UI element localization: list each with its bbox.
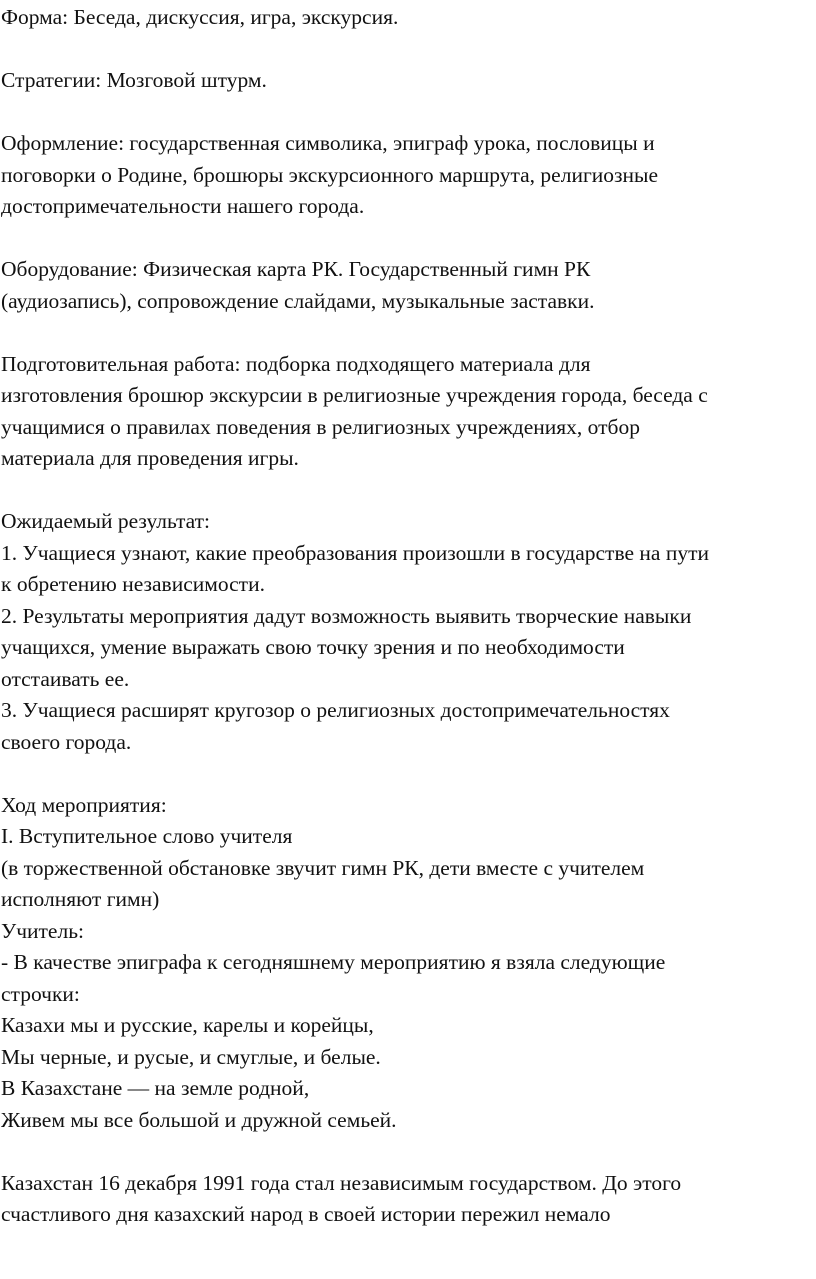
text-line: 1. Учащиеся узнают, какие преобразования произошли в государстве на пути xyxy=(1,540,709,565)
text-line: Стратегии: Мозговой штурм. xyxy=(1,68,267,92)
text-line: Оформление: государственная символика, эпиграф урока, пословицы и xyxy=(1,131,655,155)
blank-line xyxy=(1,1136,816,1168)
text-line: поговорки о Родине, брошюры экскурсионного маршрута, религиозные xyxy=(1,162,659,187)
text-line: (в торжественной обстановке звучит гимн РК, дети вместе с учителем xyxy=(1,855,645,880)
text-line: изготовления брошюр экскурсии в религиозные учреждения города, беседа с xyxy=(1,383,708,407)
blank-line xyxy=(1,223,816,255)
text-line: Казахи мы и русские, карелы и корейцы, xyxy=(1,1013,374,1037)
text-line: - В качестве эпиграфа к сегодняшнему мероприятию я взяла следующие xyxy=(1,950,666,974)
blank-line xyxy=(1,34,816,66)
text-line: отстаивать ее. xyxy=(1,666,130,691)
text-line: Форма: Беседа, дискуссия, игра, экскурсия. xyxy=(1,5,399,29)
text-line: Казахстан 16 декабря 1991 года стал независимым государством. До этого xyxy=(1,1170,682,1195)
text-line: к обретению независимости. xyxy=(1,572,265,596)
text-line: Учитель: xyxy=(1,918,84,943)
text-line: исполняют гимн) xyxy=(1,887,160,911)
text-line: строчки: xyxy=(1,981,80,1006)
text-line: 2. Результаты мероприятия дадут возможность выявить творческие навыки xyxy=(1,603,692,628)
blank-line xyxy=(1,475,816,507)
text-line: материала для проведения игры. xyxy=(1,446,299,470)
text-line: В Казахстане — на земле родной, xyxy=(1,1076,310,1100)
text-line: учащихся, умение выражать свою точку зрения и по необходимости xyxy=(1,635,625,659)
text-line: Подготовительная работа: подборка подходящего материала для xyxy=(1,351,591,376)
text-line: Оборудование: Физическая карта РК. Государственный гимн РК xyxy=(1,257,591,281)
text-line: (аудиозапись), сопровождение слайдами, музыкальные заставки. xyxy=(1,288,595,313)
text-line: Живем мы все большой и дружной семьей. xyxy=(1,1107,397,1132)
text-line: Ожидаемый результат: xyxy=(1,509,210,533)
text-line: Ход мероприятия: xyxy=(1,792,167,817)
text-line: 3. Учащиеся расширят кругозор о религиозных достопримечательностях xyxy=(1,698,670,722)
text-line: Мы черные, и русые, и смуглые, и белые. xyxy=(1,1044,381,1069)
blank-line xyxy=(1,97,816,129)
text-line: учащимися о правилах поведения в религиозных учреждениях, отбор xyxy=(1,414,640,439)
blank-line xyxy=(1,758,816,790)
text-line: своего города. xyxy=(1,729,132,754)
blank-line xyxy=(1,317,816,349)
text-line: счастливого дня казахский народ в своей истории пережил немало xyxy=(1,1202,611,1226)
text-line: достопримечательности нашего города. xyxy=(1,194,365,218)
text-line: I. Вступительное слово учителя xyxy=(1,824,293,848)
